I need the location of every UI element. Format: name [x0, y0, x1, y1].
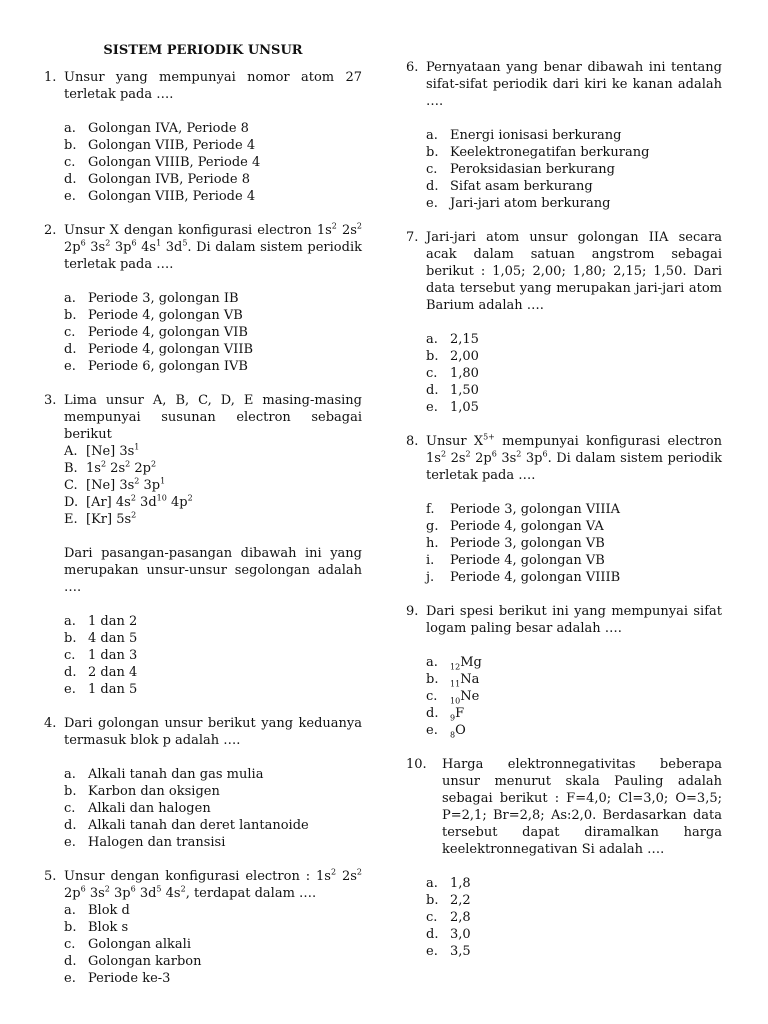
option-e[interactable]: e. Periode ke-3 [64, 971, 171, 986]
option-c[interactable]: c. Peroksidasian berkurang [426, 162, 615, 177]
option-e[interactable]: e. Golongan VIIB, Periode 4 [64, 189, 256, 204]
option-c[interactable]: c. Periode 4, golongan VIB [64, 325, 248, 340]
options-q2 [44, 290, 362, 375]
options-q3 [44, 613, 362, 698]
question-number: 8. [406, 434, 419, 449]
option-b[interactable]: b. $_{11}$Na [426, 672, 480, 689]
question-8 [406, 433, 722, 484]
question-number: 5. [44, 869, 57, 884]
question-text: Dari golongan unsur berikut yang keduanya termasuk blok p adalah …. [64, 716, 362, 748]
question-2 [44, 222, 362, 273]
option-d[interactable]: d. Alkali tanah dan deret lantanoide [64, 818, 309, 833]
question-6 [406, 59, 722, 110]
option-d[interactable]: d. Periode 4, golongan VIIB [64, 342, 254, 357]
option-d[interactable]: d. $_9$F [426, 706, 465, 723]
option-a[interactable]: a. Golongan IVA, Periode 8 [64, 121, 249, 136]
options-q1 [44, 120, 362, 205]
option-d[interactable]: d. Golongan IVB, Periode 8 [64, 172, 250, 187]
question-number: 9. [406, 604, 419, 619]
option-b[interactable]: b. Blok s [64, 920, 129, 935]
option-a[interactable]: a. 1,8 [426, 876, 471, 891]
left-column [44, 42, 362, 987]
option-b[interactable]: b. 2,2 [426, 893, 471, 908]
option-e[interactable]: e. 1 dan 5 [64, 682, 138, 697]
option-a[interactable]: a. $_{12}$Mg [426, 655, 482, 672]
option-a[interactable]: a. Blok d [64, 903, 130, 918]
option-b[interactable]: b. 2,00 [426, 349, 479, 364]
config-list [64, 443, 362, 528]
option-c[interactable]: c. Golongan alkali [64, 937, 191, 952]
option-e[interactable]: e. 3,5 [426, 944, 471, 959]
question-5 [44, 868, 362, 902]
question-number: 2. [44, 223, 57, 238]
option-c[interactable]: c. 1 dan 3 [64, 648, 138, 663]
option-b[interactable]: b. Periode 4, golongan VB [64, 308, 243, 323]
option-c[interactable]: c. Alkali dan halogen [64, 801, 211, 816]
option-a[interactable]: a. 1 dan 2 [64, 614, 138, 629]
question-text: Pernyataan yang benar dibawah ini tentang sifat-sifat periodik dari kiri ke kanan adalah …. [426, 60, 722, 109]
question-text: Lima unsur A, B, C, D, E masing-masing mempunyai susunan electron sebagai berikut A. [Ne] $3s^1$ B. $1s^2$ $2s^2$ $2p^2$ C. [Ne] $3s^2$ $3p^1$ D. [Ar] $4s^2$ $3d^{10}$ $4p^2$ E. [Kr] $5s^2$ Dari pasangan-pasangan dibawah ini yang merupakan unsur-unsur segolongan adalah …. [64, 393, 362, 595]
right-column [406, 59, 722, 960]
option-b[interactable]: b. Karbon dan oksigen [64, 784, 220, 799]
option-f[interactable]: f. Periode 3, golongan VIIIA [426, 502, 621, 517]
options-q6 [406, 127, 722, 212]
question-number: 7. [406, 230, 419, 245]
option-a[interactable]: a. Energi ionisasi berkurang [426, 128, 622, 143]
option-c[interactable]: c. Golongan VIIIB, Periode 4 [64, 155, 261, 170]
option-c[interactable]: c. $_{10}$Ne [426, 689, 480, 706]
option-a[interactable]: a. 2,15 [426, 332, 479, 347]
config-item: D. [Ar] $4s^2$ $3d^{10}$ $4p^2$ [64, 493, 193, 510]
option-j[interactable]: j. Periode 4, golongan VIIIB [426, 570, 621, 585]
question-number: 4. [44, 716, 57, 731]
option-b[interactable]: b. Keelektronegatifan berkurang [426, 145, 650, 160]
question-text: Unsur yang mempunyai nomor atom 27 terletak pada …. [64, 70, 362, 102]
question-number: 10. [406, 757, 427, 772]
config-item: E. [Kr] $5s^2$ [64, 510, 137, 527]
options-q7 [406, 331, 722, 416]
option-e[interactable]: e. $_8$O [426, 723, 466, 740]
options-q10 [406, 875, 722, 960]
option-h[interactable]: h. Periode 3, golongan VB [426, 536, 605, 551]
option-b[interactable]: b. 4 dan 5 [64, 631, 138, 646]
option-d[interactable]: d. 1,50 [426, 383, 479, 398]
question-text: Unsur X dengan konfigurasi electron $1s^2$ $2s^2$ $2p^6$ $3s^2$ $3p^6$ $4s^1$ $3d^5$. Di dalam sistem periodik terletak pada …. [64, 221, 362, 272]
option-g[interactable]: g. Periode 4, golongan VA [426, 519, 604, 534]
question-number: 3. [44, 393, 57, 408]
question-1 [44, 69, 362, 103]
options-q5 [44, 902, 362, 987]
config-item: C. [Ne] $3s^2$ $3p^1$ [64, 476, 166, 493]
config-item: B. $1s^2$ $2s^2$ $2p^2$ [64, 459, 157, 476]
question-7 [406, 229, 722, 314]
option-c[interactable]: c. 1,80 [426, 366, 479, 381]
options-q8 [406, 501, 722, 586]
option-e[interactable]: e. 1,05 [426, 400, 479, 415]
question-text: Unsur dengan konfigurasi electron : $1s^2$ $2s^2$ $2p^6$ $3s^2$ $3p^6$ $3d^5$ $4s^2$, terdapat dalam …. [64, 867, 362, 901]
option-a[interactable]: a. Periode 3, golongan IB [64, 291, 239, 306]
option-e[interactable]: e. Periode 6, golongan IVB [64, 359, 248, 374]
question-3 [44, 392, 362, 596]
question-4 [44, 715, 362, 749]
page-title: SISTEM PERIODIK UNSUR [103, 43, 303, 58]
option-c[interactable]: c. 2,8 [426, 910, 471, 925]
options-q4 [44, 766, 362, 851]
option-d[interactable]: d. Sifat asam berkurang [426, 179, 593, 194]
question-number: 6. [406, 60, 419, 75]
option-e[interactable]: e. Jari-jari atom berkurang [426, 196, 611, 211]
options-q9 [406, 654, 722, 739]
option-d[interactable]: d. Golongan karbon [64, 954, 202, 969]
question-text: Harga elektronnegativitas beberapa unsur menurut skala Pauling adalah sebagai berikut : F=4,0; Cl=3,0; O=3,5; P=2,1; Br=2,8; As:2,0. Berdasarkan data tersebut dapat diramalkan harga keelektronnegativan Si adalah …. [442, 757, 722, 857]
config-item: A. [Ne] $3s^1$ [64, 442, 140, 459]
option-d[interactable]: d. 3,0 [426, 927, 471, 942]
option-a[interactable]: a. Alkali tanah dan gas mulia [64, 767, 264, 782]
question-text: Unsur $X^{5+}$ mempunyai konfigurasi electron $1s^2$ $2s^2$ $2p^6$ $3s^2$ $3p^6$. Di dalam sistem periodik terletak pada …. [426, 432, 723, 483]
question-text: Dari spesi berikut ini yang mempunyai sifat logam paling besar adalah …. [426, 604, 722, 636]
question-9 [406, 603, 722, 637]
option-d[interactable]: d. 2 dan 4 [64, 665, 138, 680]
option-i[interactable]: i. Periode 4, golongan VB [426, 553, 605, 568]
option-e[interactable]: e. Halogen dan transisi [64, 835, 226, 850]
option-b[interactable]: b. Golongan VIIB, Periode 4 [64, 138, 256, 153]
question-text: Jari-jari atom unsur golongan IIA secara acak dalam satuan angstrom sebagai berikut : 1,05; 2,00; 1,80; 2,15; 1,50. Dari data tersebut yang merupakan jari-jari atom Barium adalah …. [426, 230, 722, 313]
question-number: 1. [44, 70, 57, 85]
question-10 [406, 756, 722, 858]
